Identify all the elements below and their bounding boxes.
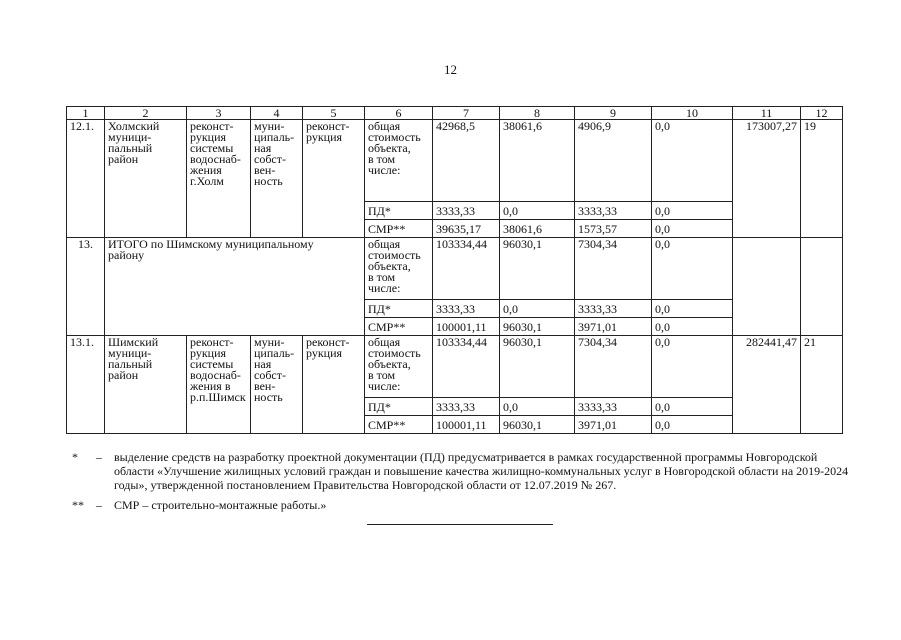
value-cell: 7304,34 bbox=[575, 238, 652, 300]
value-cell: 19 bbox=[801, 120, 843, 238]
value-cell: 21 bbox=[801, 336, 843, 434]
value-cell: 38061,6 bbox=[500, 120, 575, 202]
header-cell: 10 bbox=[652, 107, 733, 120]
footnote-text: выделение средств на разработку проектной документации (ПД) предусматривается в рамках государственной программы Новгородской области «Улучшение жилищных условий граждан и повышение качества жилищно-коммунальных услуг в Новгородской области на 2019-2024 годы», утвержденной постановлением Правительства Новгородской области от 12.07.2019 № 267. bbox=[114, 450, 849, 492]
value-cell: 96030,1 bbox=[500, 416, 575, 434]
footnotes bbox=[66, 450, 856, 518]
table-row bbox=[67, 238, 843, 300]
value-cell: 173007,27 bbox=[733, 120, 801, 238]
empty-cell bbox=[801, 238, 843, 336]
value-cell: 3333,33 bbox=[575, 398, 652, 416]
footnote-dash: – bbox=[96, 450, 102, 464]
header-cell: 8 bbox=[500, 107, 575, 120]
value-cell: 3333,33 bbox=[575, 300, 652, 318]
value-cell: 0,0 bbox=[652, 202, 733, 220]
value-cell: 3333,33 bbox=[433, 398, 500, 416]
header-cell: 12 bbox=[801, 107, 843, 120]
value-cell: 0,0 bbox=[652, 120, 733, 202]
ownership: муни- ципаль- ная собст- вен- ность bbox=[251, 120, 303, 238]
value-cell: 0,0 bbox=[500, 202, 575, 220]
value-cell: 100001,11 bbox=[433, 416, 500, 434]
separator-line bbox=[367, 524, 553, 525]
footnote-text: СМР – строительно-монтажные работы.» bbox=[114, 498, 327, 512]
footnote-dash: – bbox=[96, 498, 102, 512]
header-cell: 4 bbox=[251, 107, 303, 120]
sub-label: СМР** bbox=[365, 318, 433, 336]
value-cell: 100001,11 bbox=[433, 318, 500, 336]
budget-table bbox=[66, 106, 843, 434]
cost-label: общая стоимость объекта, в том числе: bbox=[365, 120, 433, 202]
value-cell: 96030,1 bbox=[500, 318, 575, 336]
sub-label: СМР** bbox=[365, 416, 433, 434]
district-name: Холмский муници- пальный район bbox=[105, 120, 187, 238]
header-cell: 7 bbox=[433, 107, 500, 120]
sub-label: ПД* bbox=[365, 202, 433, 220]
cost-label: общая стоимость объекта, в том числе: bbox=[365, 336, 433, 398]
value-cell: 3971,01 bbox=[575, 416, 652, 434]
value-cell: 38061,6 bbox=[500, 220, 575, 238]
table-header-row bbox=[67, 107, 843, 120]
table-row bbox=[67, 336, 843, 398]
value-cell: 0,0 bbox=[652, 398, 733, 416]
value-cell: 0,0 bbox=[652, 416, 733, 434]
value-cell: 3333,33 bbox=[575, 202, 652, 220]
value-cell: 39635,17 bbox=[433, 220, 500, 238]
value-cell: 0,0 bbox=[652, 318, 733, 336]
sub-label: СМР** bbox=[365, 220, 433, 238]
value-cell: 0,0 bbox=[500, 398, 575, 416]
value-cell: 0,0 bbox=[652, 238, 733, 300]
row-number: 13.1. bbox=[67, 336, 105, 434]
footnote-item bbox=[66, 450, 856, 492]
table-row bbox=[67, 120, 843, 202]
footnote-item bbox=[66, 498, 856, 512]
total-label: ИТОГО по Шимскому муниципальному району bbox=[105, 238, 365, 336]
value-cell: 0,0 bbox=[500, 300, 575, 318]
value-cell: 96030,1 bbox=[500, 238, 575, 300]
value-cell: 3333,33 bbox=[433, 300, 500, 318]
value-cell: 4906,9 bbox=[575, 120, 652, 202]
sub-label: ПД* bbox=[365, 300, 433, 318]
row-number: 13. bbox=[67, 238, 105, 336]
header-cell: 9 bbox=[575, 107, 652, 120]
value-cell: 96030,1 bbox=[500, 336, 575, 398]
value-cell: 0,0 bbox=[652, 300, 733, 318]
value-cell: 7304,34 bbox=[575, 336, 652, 398]
work-type: реконст- рукция bbox=[303, 336, 365, 434]
footnote-mark: * bbox=[72, 450, 78, 464]
header-cell: 3 bbox=[187, 107, 251, 120]
value-cell: 0,0 bbox=[652, 220, 733, 238]
header-cell: 2 bbox=[105, 107, 187, 120]
empty-cell bbox=[733, 238, 801, 336]
work-type: реконст- рукция bbox=[303, 120, 365, 238]
value-cell: 0,0 bbox=[652, 336, 733, 398]
value-cell: 3333,33 bbox=[433, 202, 500, 220]
value-cell: 103334,44 bbox=[433, 238, 500, 300]
value-cell: 282441,47 bbox=[733, 336, 801, 434]
value-cell: 1573,57 bbox=[575, 220, 652, 238]
value-cell: 103334,44 bbox=[433, 336, 500, 398]
footnote-mark: ** bbox=[72, 498, 84, 512]
header-cell: 11 bbox=[733, 107, 801, 120]
ownership: муни- ципаль- ная собст- вен- ность bbox=[251, 336, 303, 434]
cost-label: общая стоимость объекта, в том числе: bbox=[365, 238, 433, 300]
sub-label: ПД* bbox=[365, 398, 433, 416]
value-cell: 42968,5 bbox=[433, 120, 500, 202]
work-description: реконст- рукция системы водоснаб- жения в р.п.Шимск bbox=[187, 336, 251, 434]
page-number: 12 bbox=[444, 62, 457, 77]
work-description: реконст- рукция системы водоснаб- жения г.Холм bbox=[187, 120, 251, 238]
header-cell: 5 bbox=[303, 107, 365, 120]
header-cell: 1 bbox=[67, 107, 105, 120]
row-number: 12.1. bbox=[67, 120, 105, 238]
district-name: Шимский муници- пальный район bbox=[105, 336, 187, 434]
header-cell: 6 bbox=[365, 107, 433, 120]
value-cell: 3971,01 bbox=[575, 318, 652, 336]
